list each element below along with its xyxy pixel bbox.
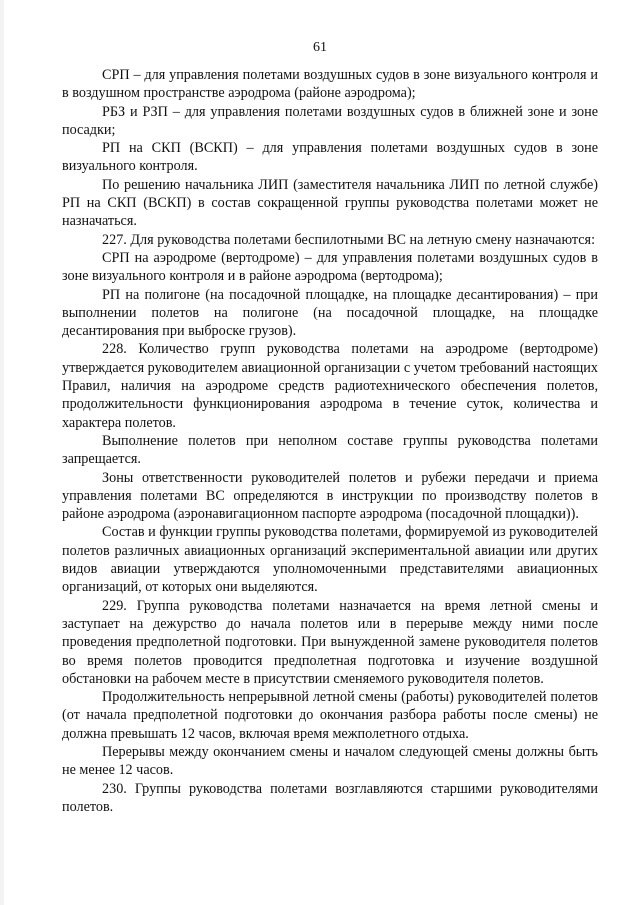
scan-edge (0, 0, 4, 905)
paragraph: Состав и функции группы руководства полетами, формируемой из руководителей полетов различных авиационных организаций экспериментальной авиации или других видов авиации утверждаются уполномоченными представителями авиационных организаций, от которых они выделяются. (62, 524, 598, 596)
paragraph: 229. Группа руководства полетами назначается на время летной смены и заступает на дежурство до начала полетов или в перерыве между ними после проведения предполетной подготовки. При вынужденной замене руководителя полетов во время полетов проводится предполетная подготовка и изучение воздушной обстановки на рабочем месте в присутствии сменяемого руководителя полетов. (62, 597, 598, 687)
paragraph: Выполнение полетов при неполном составе группы руководства полетами запрещается. (62, 432, 598, 468)
paragraph: 230. Группы руководства полетами возглавляются старшими руководителями полетов. (62, 780, 598, 815)
paragraph: По решению начальника ЛИП (заместителя начальника ЛИП по летной службе) РП на СКП (ВСКП) в состав сокращенной группы руководства полетами может не назначаться. (62, 176, 598, 230)
paragraph: 228. Количество групп руководства полетами на аэродроме (вертодроме) утверждается руководителем авиационной организации с учетом требований настоящих Правил, наличия на аэродроме средств радиотехнического обеспечения полетов, продолжительности функционирования аэродрома в течение суток, количества и характера полетов. (62, 341, 598, 431)
paragraph: РП на СКП (ВСКП) – для управления полетами воздушных судов в зоне визуального контроля. (62, 140, 598, 175)
paragraph: РП на полигоне (на посадочной площадке, на площадке десантирования) – при выполнении полетов на полигоне (на посадочной площадке, на площадке десантирования при выброске грузов). (62, 286, 598, 340)
paragraph: Перерывы между окончанием смены и началом следующей смены должны быть не менее 12 часов. (62, 743, 598, 779)
document-body (62, 66, 598, 816)
paragraph: СРП на аэродроме (вертодроме) – для управления полетами воздушных судов в зоне визуального контроля и в районе аэродрома (вертодрома); (62, 249, 598, 285)
paragraph: 227. Для руководства полетами беспилотными ВС на летную смену назначаются: (102, 231, 596, 248)
paragraph: Продолжительность непрерывной летной смены (работы) руководителей полетов (от начала предполетной подготовки до окончания разбора работы после смены) не должна превышать 12 часов, включая время межполетного отдыха. (62, 689, 598, 742)
paragraph: РБЗ и РЗП – для управления полетами воздушных судов в ближней зоне и зоне посадки; (62, 103, 598, 138)
paragraph: Зоны ответственности руководителей полетов и рубежи передачи и приема управления полетами ВС определяются в инструкции по производству полетов в районе аэродрома (аэронавигационном паспорте аэродрома (посадочной площадки)). (62, 469, 598, 523)
paragraph: СРП – для управления полетами воздушных судов в зоне визуального контроля и в воздушном пространстве аэродрома (районе аэродрома); (62, 67, 598, 102)
page-number: 61 (313, 40, 327, 55)
